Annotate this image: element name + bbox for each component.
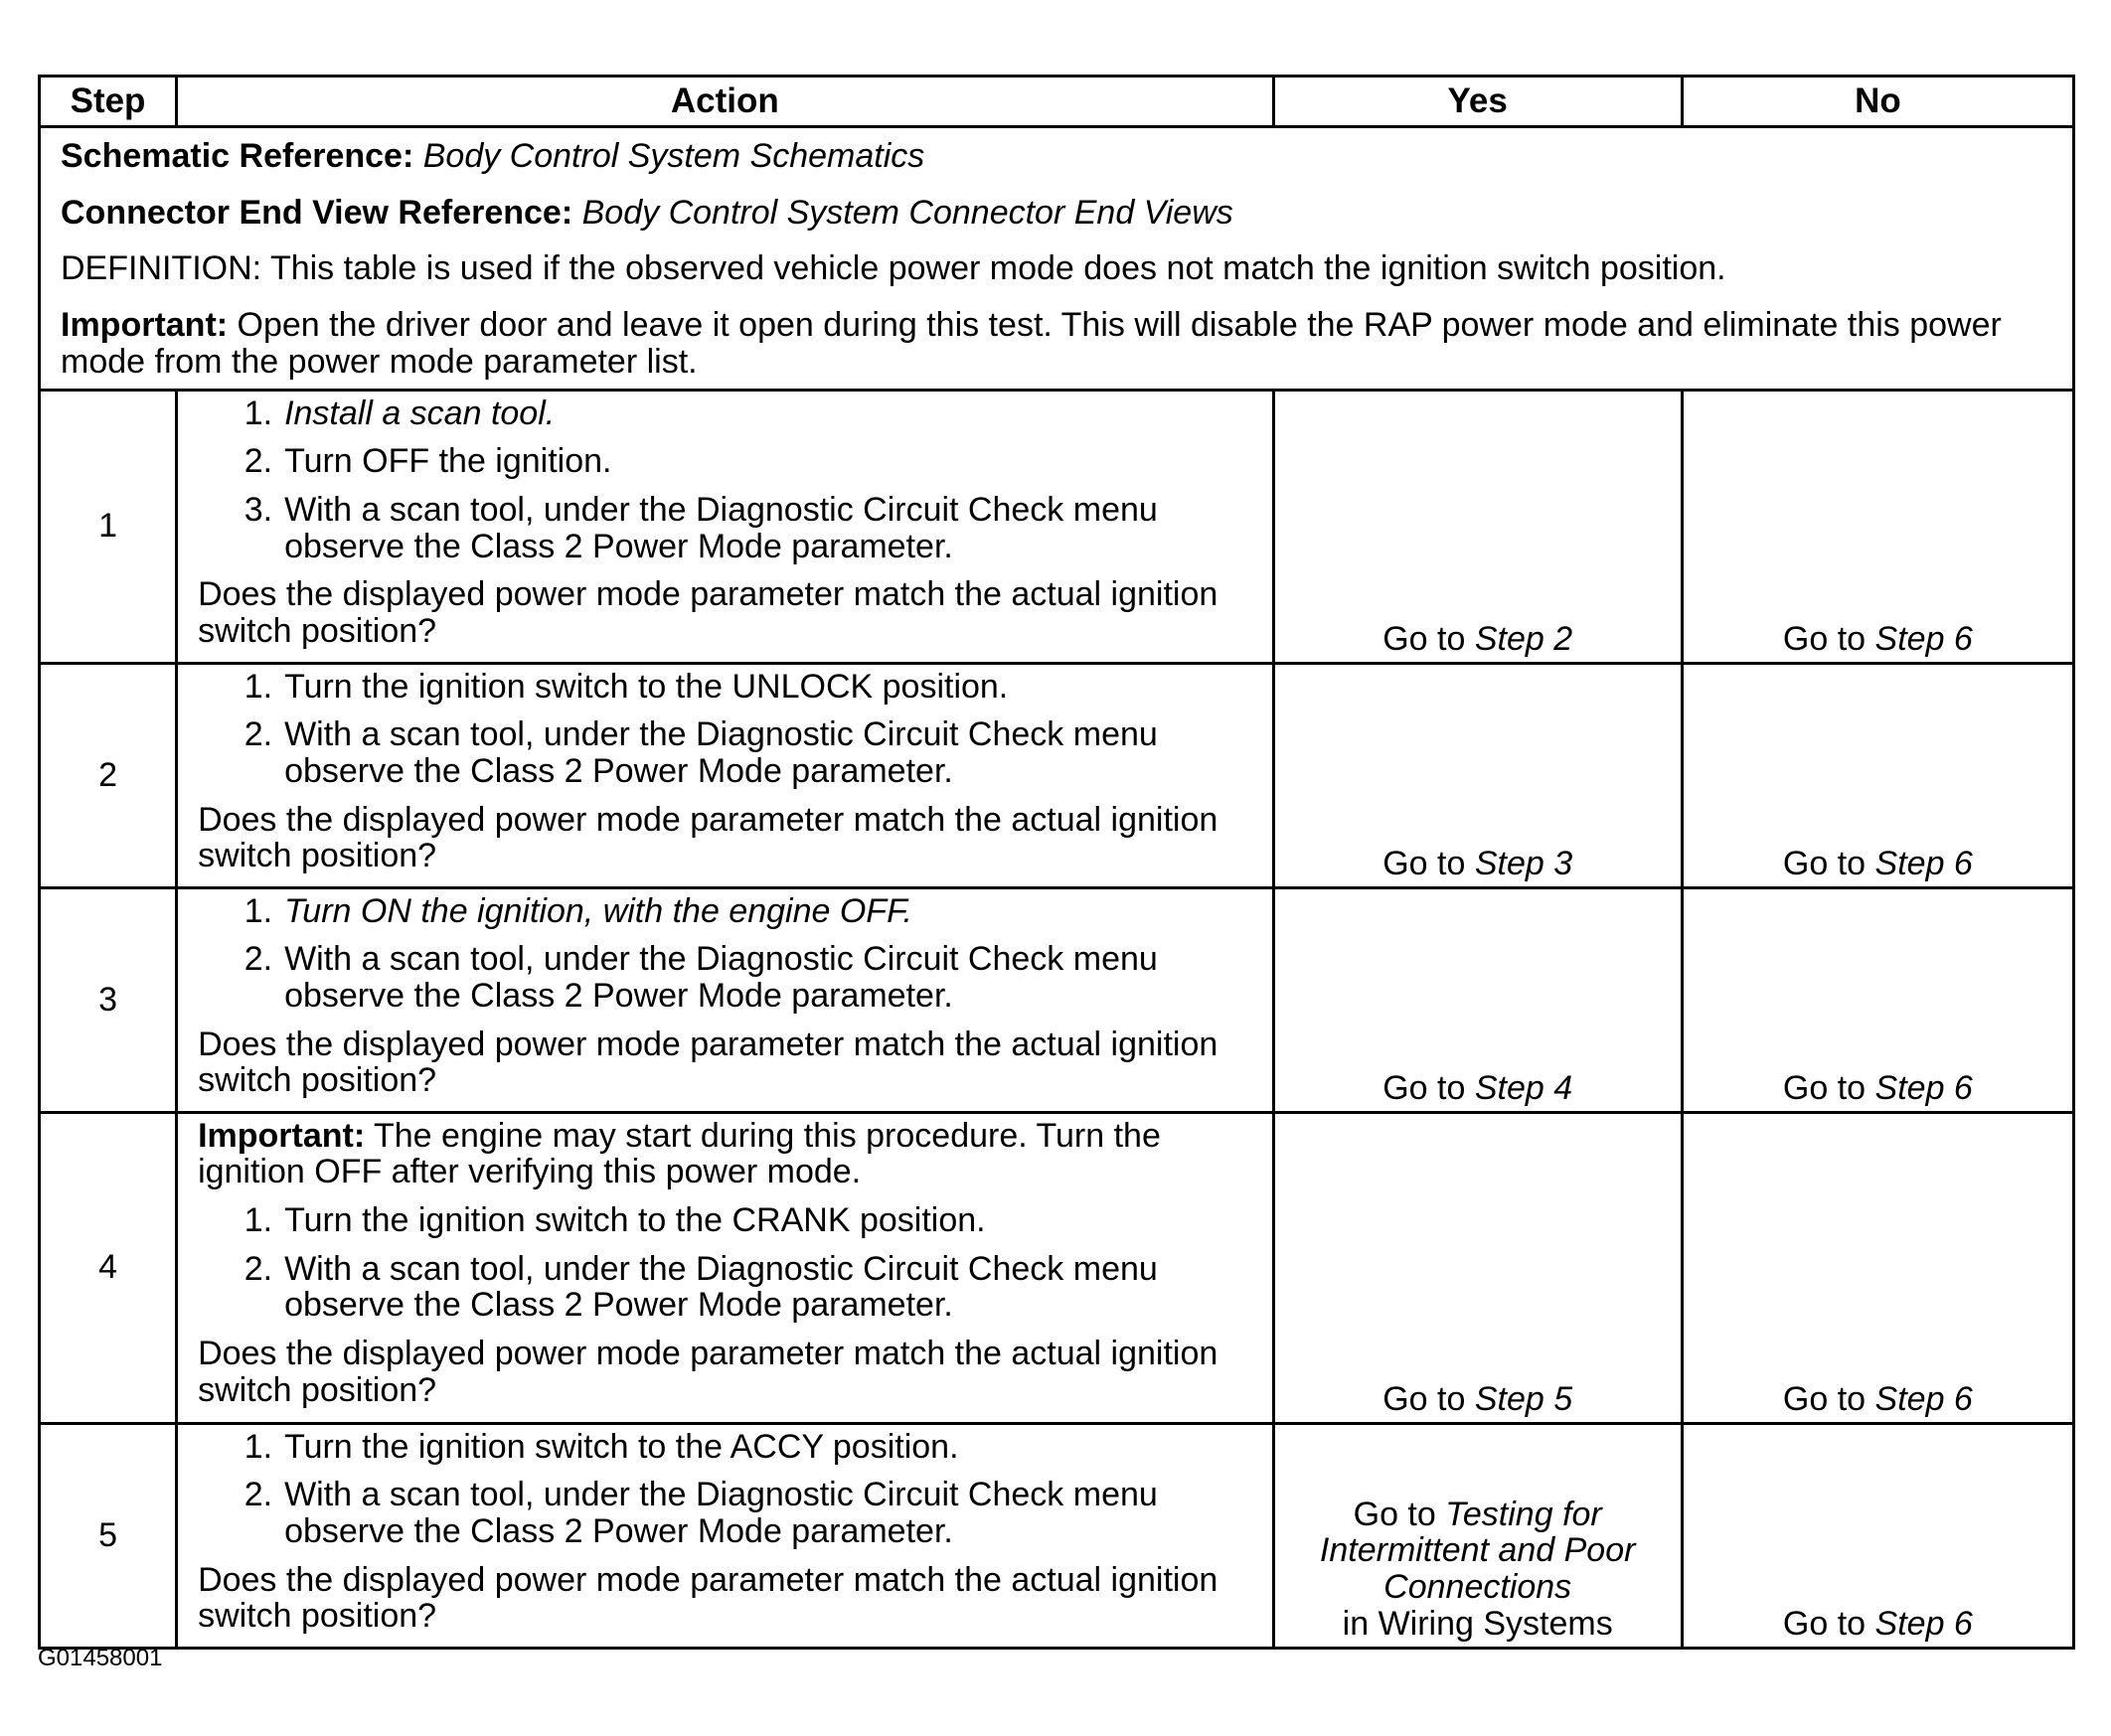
no-cell	[1682, 1423, 2073, 1648]
yes-cell	[1273, 1112, 1682, 1423]
schematic-reference-link[interactable]: Body Control System Schematics	[422, 137, 925, 175]
go-to-label: Go to	[1382, 844, 1466, 882]
yes-cell	[1273, 1423, 1682, 1648]
action-cell	[177, 1423, 1274, 1648]
list-item-text: Turn the ignition switch to the ACCY position.	[284, 1427, 959, 1466]
connector-reference	[61, 195, 2052, 232]
action-cell	[177, 663, 1274, 887]
yes-cell	[1273, 390, 1682, 663]
list-item	[198, 893, 1252, 930]
table-row	[40, 887, 2074, 1112]
list-item-text: Turn the ignition switch to the CRANK position.	[284, 1201, 986, 1240]
connector-reference-link[interactable]: Body Control System Connector End Views	[581, 193, 1233, 232]
list-item-number: 3.	[244, 491, 273, 530]
list-item-text: With a scan tool, under the Diagnostic Circuit Check menu observe the Class 2 Power Mode parameter.	[284, 1476, 1158, 1551]
step-number: 1	[40, 390, 177, 663]
step-question: Does the displayed power mode parameter match the actual ignition switch position?	[198, 1560, 1218, 1636]
list-item-text: Turn the ignition switch to the UNLOCK position.	[284, 667, 1009, 706]
step-question: Does the displayed power mode parameter match the actual ignition switch position?	[198, 800, 1218, 875]
step-number: 3	[40, 887, 177, 1112]
list-item	[198, 1251, 1252, 1324]
reference-row	[40, 127, 2074, 391]
list-item	[198, 941, 1252, 1014]
schematic-reference-label: Schematic Reference:	[61, 137, 414, 175]
list-item-text: Install a scan tool.	[284, 394, 556, 432]
yes-cell	[1273, 887, 1682, 1112]
list-item-text: Turn OFF the ignition.	[284, 442, 612, 481]
important-text: Open the driver door and leave it open during this test. This will disable the RAP power mode and eliminate this power mode from the power mode parameter list.	[61, 306, 2002, 381]
table-row	[40, 1423, 2074, 1648]
go-to-label: Go to	[1382, 1068, 1466, 1107]
list-item-number: 2.	[244, 715, 273, 754]
step-important-note	[198, 1118, 1252, 1190]
yes-link[interactable]: Step 2	[1474, 619, 1573, 658]
list-item-text: With a scan tool, under the Diagnostic Circuit Check menu observe the Class 2 Power Mode parameter.	[284, 1249, 1158, 1325]
reference-cell	[40, 127, 2074, 391]
list-item-number: 1.	[244, 667, 273, 706]
action-list	[198, 395, 1252, 565]
yes-cell	[1273, 663, 1682, 887]
action-list	[198, 669, 1252, 790]
action-cell	[177, 1112, 1274, 1423]
action-list	[198, 1202, 1252, 1324]
go-to-label: Go to	[1382, 1379, 1466, 1418]
connector-reference-label: Connector End View Reference:	[61, 193, 573, 232]
list-item	[198, 492, 1252, 564]
yes-link[interactable]: Testing for Intermittent and Poor Connections	[1319, 1495, 1636, 1607]
list-item	[198, 669, 1252, 706]
action-cell	[177, 390, 1274, 663]
list-item-text: With a scan tool, under the Diagnostic Circuit Check menu observe the Class 2 Power Mode parameter.	[284, 940, 1158, 1016]
list-item-number: 2.	[244, 1476, 273, 1514]
no-cell	[1682, 887, 2073, 1112]
header-step: Step	[40, 77, 177, 127]
go-to-label: Go to	[1782, 1604, 1867, 1643]
table-row	[40, 663, 2074, 887]
step-rows	[40, 390, 2074, 1648]
table-row	[40, 1112, 2074, 1423]
go-to-label: Go to	[1782, 1068, 1867, 1107]
no-link[interactable]: Step 6	[1874, 1068, 1973, 1107]
list-item	[198, 395, 1252, 432]
no-link[interactable]: Step 6	[1874, 1379, 1973, 1418]
go-to-label: Go to	[1782, 844, 1867, 882]
list-item-number: 2.	[244, 940, 273, 979]
yes-link[interactable]: Step 3	[1474, 844, 1573, 882]
list-item	[198, 716, 1252, 789]
step-question: Does the displayed power mode parameter match the actual ignition switch position?	[198, 1335, 1218, 1409]
no-cell	[1682, 390, 2073, 663]
important-label: Important:	[61, 306, 229, 345]
yes-link[interactable]: Step 5	[1474, 1379, 1573, 1418]
list-item	[198, 443, 1252, 480]
header-row	[40, 77, 2074, 127]
no-link[interactable]: Step 6	[1874, 1604, 1973, 1643]
list-item-number: 1.	[244, 394, 273, 432]
list-item-number: 2.	[244, 442, 273, 481]
go-to-label: Go to	[1353, 1495, 1436, 1533]
header-action: Action	[177, 77, 1274, 127]
figure-id: G01458001	[38, 1645, 163, 1671]
step-question: Does the displayed power mode parameter match the actual ignition switch position?	[198, 575, 1218, 651]
list-item-number: 1.	[244, 1427, 273, 1466]
list-item-number: 1.	[244, 1201, 273, 1240]
action-cell	[177, 887, 1274, 1112]
no-link[interactable]: Step 6	[1874, 844, 1973, 882]
step-number: 5	[40, 1423, 177, 1648]
yes-link-suffix: in Wiring Systems	[1342, 1604, 1613, 1643]
header-yes: Yes	[1273, 77, 1682, 127]
yes-link[interactable]: Step 4	[1474, 1068, 1573, 1107]
list-item	[198, 1429, 1252, 1466]
list-item	[198, 1202, 1252, 1239]
step-number: 4	[40, 1112, 177, 1423]
header-no: No	[1682, 77, 2073, 127]
list-item-text: With a scan tool, under the Diagnostic Circuit Check menu observe the Class 2 Power Mode parameter.	[284, 715, 1158, 791]
list-item-number: 2.	[244, 1249, 273, 1288]
list-item-text: With a scan tool, under the Diagnostic Circuit Check menu observe the Class 2 Power Mode parameter.	[284, 491, 1158, 565]
list-item	[198, 1477, 1252, 1549]
schematic-reference	[61, 138, 2052, 175]
step-important-text: The engine may start during this procedure. Turn the ignition OFF after verifying this power mode.	[198, 1116, 1161, 1191]
no-cell	[1682, 1112, 2073, 1423]
list-item-number: 1.	[244, 891, 273, 930]
action-list	[198, 1429, 1252, 1550]
step-question: Does the displayed power mode parameter match the actual ignition switch position?	[198, 1025, 1218, 1100]
go-to-label: Go to	[1782, 619, 1867, 658]
important-note	[61, 307, 2052, 380]
step-number: 2	[40, 663, 177, 887]
go-to-label: Go to	[1382, 619, 1466, 658]
go-to-label: Go to	[1782, 1379, 1867, 1418]
definition-text: DEFINITION: This table is used if the observed vehicle power mode does not match the ignition switch position.	[61, 249, 1726, 288]
diagnostic-table	[38, 75, 2075, 1650]
table-row	[40, 390, 2074, 663]
list-item-text: Turn ON the ignition, with the engine OFF.	[284, 891, 912, 930]
no-link[interactable]: Step 6	[1874, 619, 1973, 658]
no-cell	[1682, 663, 2073, 887]
step-important-label: Important:	[198, 1116, 366, 1155]
action-list	[198, 893, 1252, 1015]
